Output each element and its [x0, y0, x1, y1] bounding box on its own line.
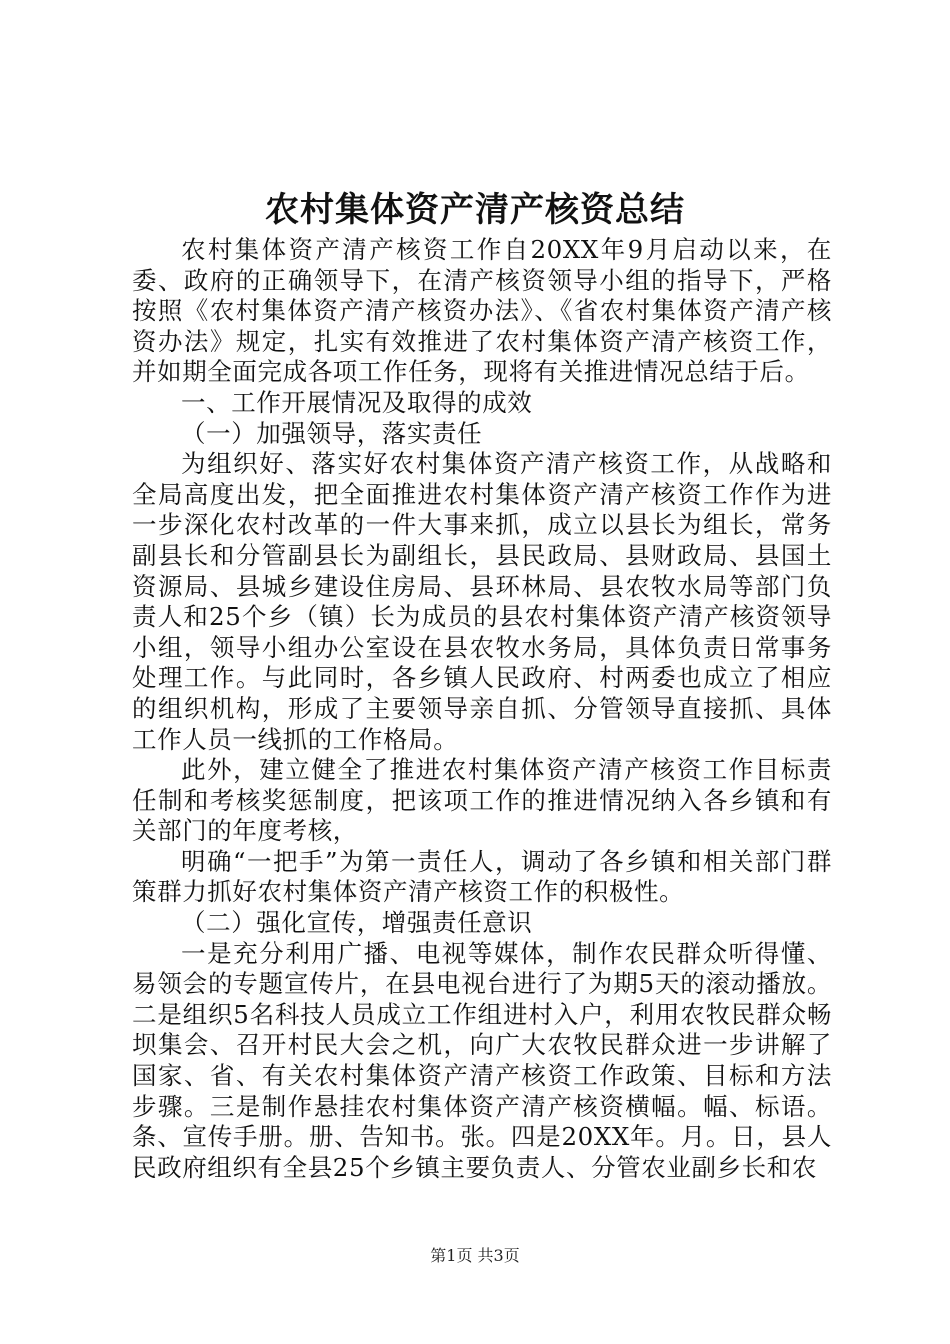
paragraph-intro: 农村集体资产清产核资工作自20XX年9月启动以来，在委、政府的正确领导下，在清产核资领导小组的指导下，严格按照《农村集体资产清产核资办法》、《省农村集体资产清产核资办法》规定，扎实有效推进了农村集体资产清产核资工作，并如期全面完成各项工作任务，现将有关推进情况总结于后。 — [132, 235, 832, 387]
heading-subsection-2: （二）强化宣传，增强责任意识 — [181, 908, 533, 938]
heading-subsection-1: （一）加强领导，落实责任 — [181, 418, 483, 448]
document-title: 农村集体资产清产核资总结 — [265, 190, 685, 230]
page-footer: 第1页 共3页 — [430, 1246, 520, 1265]
paragraph-first-responsible: 明确“一把手”为第一责任人，调动了各乡镇和相关部门群策群力抓好农村集体资产清产核资工作的积极性。 — [132, 846, 832, 907]
heading-section-1: 一、工作开展情况及取得的成效 — [181, 387, 533, 417]
document-body — [132, 235, 832, 1183]
paragraph-publicity: 一是充分利用广播、电视等媒体，制作农民群众听得懂、易领会的专题宣传片，在县电视台进行了为期5天的滚动播放。二是组织5名科技人员成立工作组进村入户，利用农牧民群众畅坝集会、召开村民大会之机，向广大农牧民群众进一步讲解了国家、省、有关农村集体资产清产核资工作政策、目标和方法步骤。三是制作悬挂农村集体资产清产核资横幅。幅、标语。条、宣传手册。册、告知书。张。四是20XX年。月。日，县人民政府组织有全县25个乡镇主要负责人、分管农业副乡长和农 — [132, 938, 832, 1182]
paragraph-responsibility: 此外，建立健全了推进农村集体资产清产核资工作目标责任制和考核奖惩制度，把该项工作的推进情况纳入各乡镇和有关部门的年度考核， — [132, 755, 832, 846]
paragraph-leadership: 为组织好、落实好农村集体资产清产核资工作，从战略和全局高度出发，把全面推进农村集体资产清产核资工作作为进一步深化农村改革的一件大事来抓，成立以县长为组长，常务副县长和分管副县长为副组长，县民政局、县财政局、县国土资源局、县城乡建设住房局、县环林局、县农牧水局等部门负责人和25个乡（镇）长为成员的县农村集体资产清产核资领导小组，领导小组办公室设在县农牧水务局，具体负责日常事务处理工作。与此同时，各乡镇人民政府、村两委也成立了相应的组织机构，形成了主要领导亲自抓、分管领导直接抓、具体工作人员一线抓的工作格局。 — [132, 449, 832, 754]
